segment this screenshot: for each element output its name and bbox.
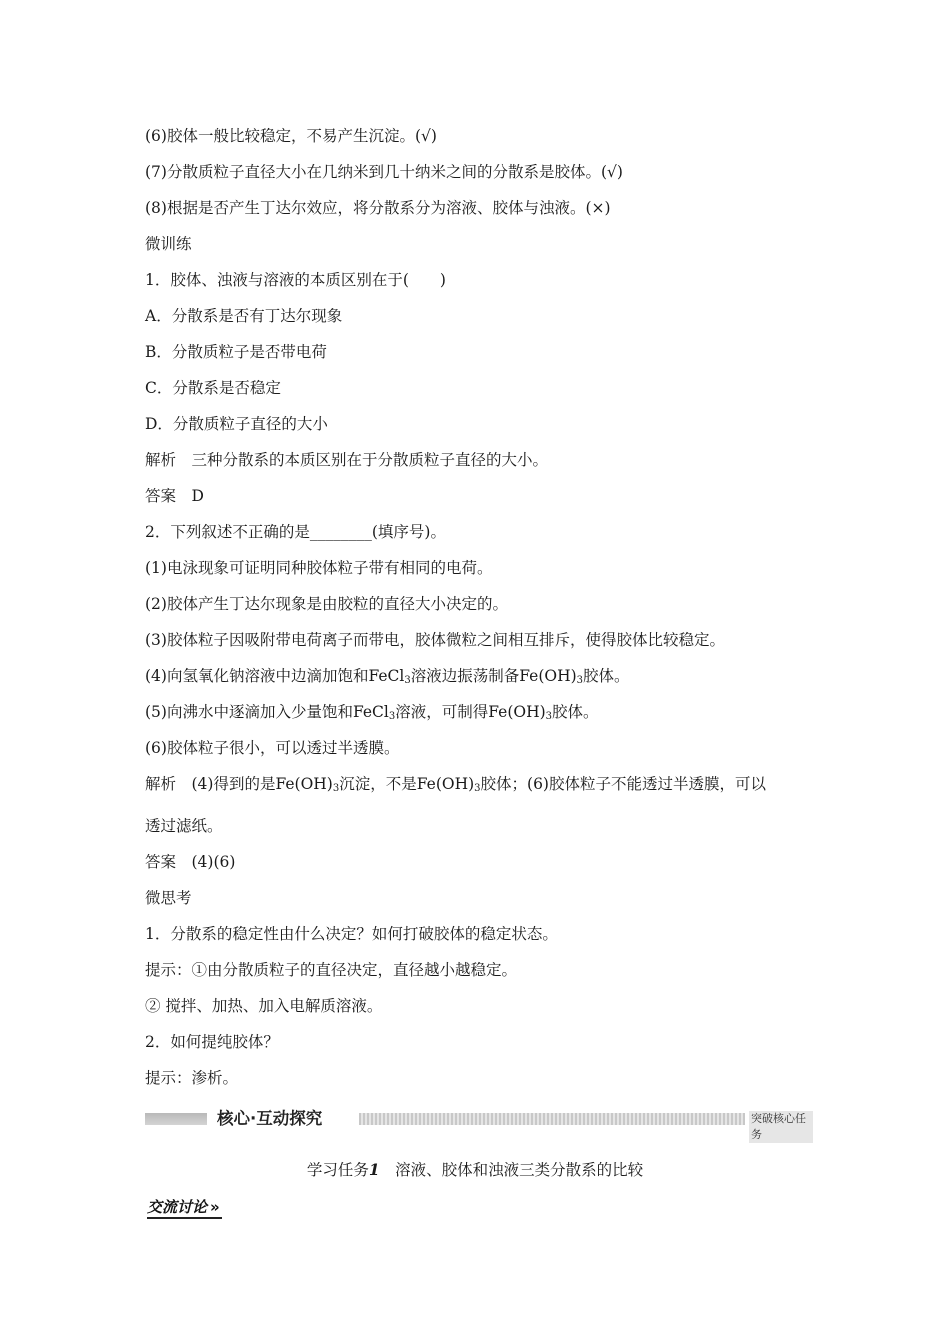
- answer-2: 答案 (4)(6): [145, 853, 236, 871]
- answer-1: 答案 D: [145, 487, 204, 505]
- analysis-1: 解析 三种分散系的本质区别在于分散质粒子直径的大小。: [145, 451, 549, 469]
- banner-title: 核心·互动探究: [217, 1109, 323, 1128]
- discussion-text: 交流讨论: [147, 1198, 208, 1216]
- banner-bar-left: [145, 1113, 207, 1125]
- hint-1: 提示：①由分散质粒子的直径决定，直径越小越稳定。: [145, 961, 518, 979]
- section-banner: [145, 1108, 813, 1141]
- analysis-2-continued: 透过滤纸。: [145, 817, 223, 835]
- section-heading-micro-thinking: 微思考: [145, 889, 192, 907]
- statement-3: (3)胶体粒子因吸附带电荷离子而带电，胶体微粒之间相互排斥，使得胶体比较稳定。: [145, 631, 725, 649]
- statement-4: (4)向氢氧化钠溶液中边滴加饱和FeCl$_3$溶液边振荡制备$Fe(OH)_3$胶体。: [145, 667, 630, 686]
- option-a: A．分散系是否有丁达尔现象: [145, 307, 343, 325]
- section-heading-micro-training: 微训练: [145, 235, 192, 253]
- learning-task-heading: [0, 1160, 950, 1180]
- discussion-label: [147, 1197, 222, 1219]
- hint-2: 提示：渗析。: [145, 1069, 239, 1087]
- hint-1-continued: ② 搅拌、加热、加入电解质溶液。: [145, 997, 383, 1015]
- task-title: 溶液、胶体和浊液三类分散系的比较: [395, 1161, 644, 1179]
- judgement-item-6: (6)胶体一般比较稳定，不易产生沉淀。(√): [145, 127, 437, 145]
- question-2: 2．下列叙述不正确的是________(填序号)。: [145, 523, 446, 541]
- statement-1: (1)电泳现象可证明同种胶体粒子带有相同的电荷。: [145, 559, 493, 577]
- double-chevron-icon: »: [210, 1198, 220, 1216]
- option-b: B．分散质粒子是否带电荷: [145, 343, 327, 361]
- think-question-2: 2．如何提纯胶体？: [145, 1033, 279, 1051]
- statement-2: (2)胶体产生丁达尔现象是由胶粒的直径大小决定的。: [145, 595, 508, 613]
- banner-bar-striped: [359, 1113, 745, 1125]
- judgement-item-8: (8)根据是否产生丁达尔效应，将分散系分为溶液、胶体与浊液。(×): [145, 199, 611, 217]
- judgement-item-7: (7)分散质粒子直径大小在几纳米到几十纳米之间的分散系是胶体。(√): [145, 163, 623, 181]
- statement-5: (5)向沸水中逐滴加入少量饱和FeCl$_3$溶液，可制得$Fe(OH)_3$胶体。: [145, 703, 599, 722]
- banner-tag: 突破核心任务: [749, 1111, 813, 1143]
- statement-6: (6)胶体粒子很小，可以透过半透膜。: [145, 739, 400, 757]
- analysis-2: 解析 (4)得到的是$Fe(OH)_3$沉淀，不是$Fe(OH)_3$胶体；(6)胶体粒子不能透过半透膜，可以: [145, 775, 766, 794]
- think-question-1: 1．分散系的稳定性由什么决定？如何打破胶体的稳定状态。: [145, 925, 558, 943]
- task-number: 1: [368, 1160, 380, 1179]
- question-1: 1．胶体、浊液与溶液的本质区别在于( ): [145, 271, 446, 289]
- option-c: C．分散系是否稳定: [145, 379, 281, 397]
- option-d: D．分散质粒子直径的大小: [145, 415, 328, 433]
- task-prefix: 学习任务: [306, 1161, 369, 1179]
